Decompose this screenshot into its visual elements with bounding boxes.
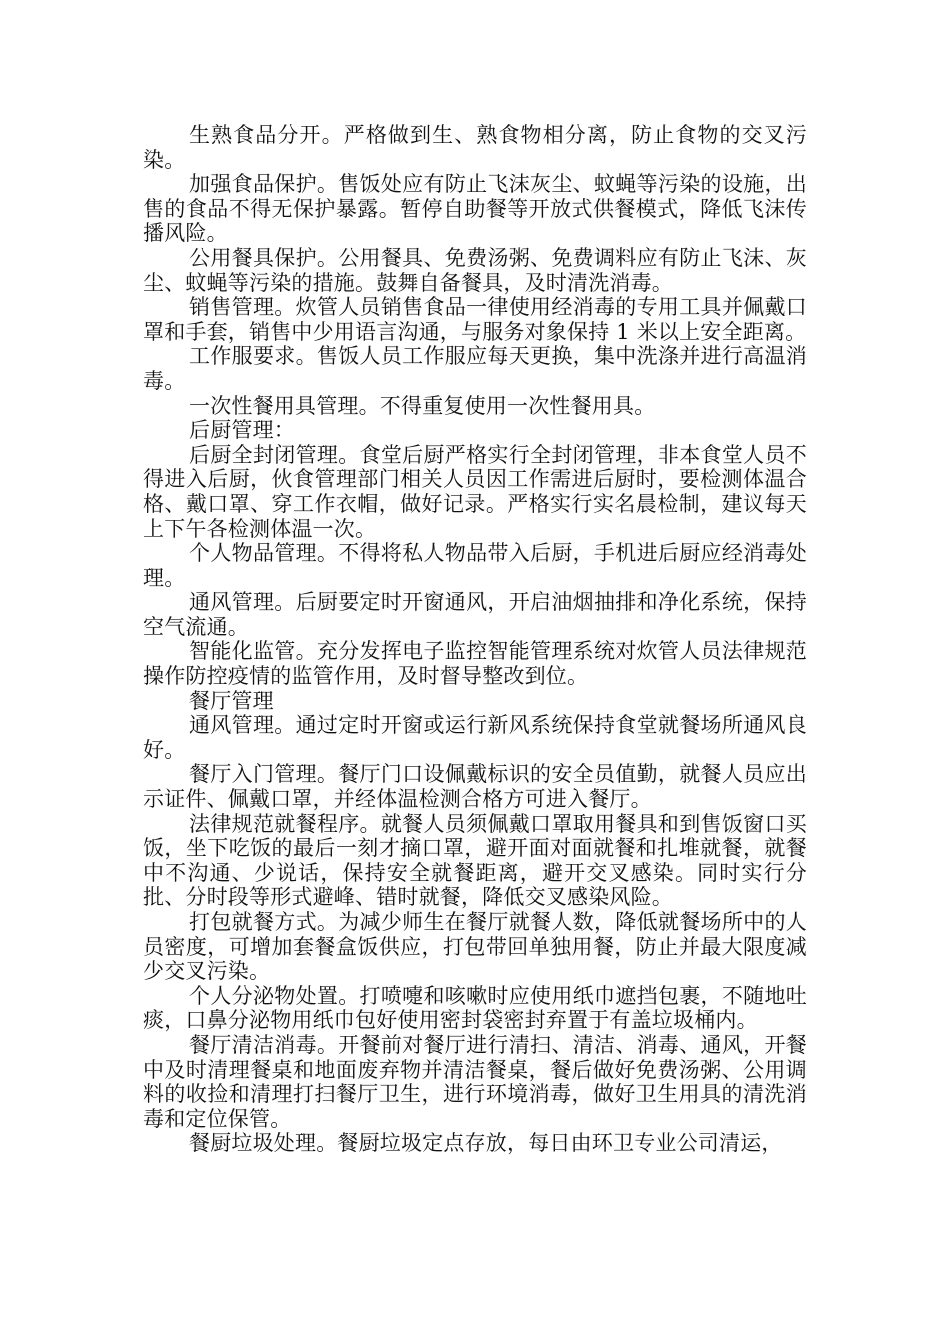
paragraph-kitchen-waste: 餐厨垃圾处理。餐厨垃圾定点存放，每日由环卫专业公司清运，: [189, 1131, 783, 1156]
document-body: [143, 123, 807, 1156]
paragraph-smart-monitoring: 智能化监管。充分发挥电子监控智能管理系统对炊管人员法律规范操作防控疫情的监管作用，及时督导整改到位。: [143, 639, 807, 689]
paragraph-work-clothes: 工作服要求。售饭人员工作服应每天更换，集中洗涤并进行高温消毒。: [143, 344, 807, 393]
paragraph-dining-ventilation: 通风管理。通过定时开窗或运行新风系统保持食堂就餐场所通风良好。: [143, 713, 807, 762]
section-heading-dining-hall: 餐厅管理: [189, 688, 274, 713]
paragraph-disposable-tableware: 一次性餐用具管理。不得重复使用一次性餐用具。: [189, 393, 656, 418]
paragraph-public-tableware-protection: 公用餐具保护。公用餐具、免费汤粥、免费调料应有防止飞沫、灰尘、蚊蝇等污染的措施。鼓舞自备餐具，及时清洗消毒。: [143, 245, 807, 295]
paragraph-raw-cooked-separation: 生熟食品分开。严格做到生、熟食物相分离，防止食物的交叉污染。: [143, 123, 807, 172]
paragraph-secretion-disposal: 个人分泌物处置。打喷嚏和咳嗽时应使用纸巾遮挡包裹，不随地吐痰，口鼻分泌物用纸巾包好使用密封袋密封弃置于有盖垃圾桶内。: [143, 983, 807, 1033]
section-heading-kitchen: 后厨管理：: [189, 418, 295, 443]
paragraph-cleaning-disinfection: 餐厅清洁消毒。开餐前对餐厅进行清扫、清洁、消毒、通风，开餐中及时清理餐桌和地面废弃物并清洁餐桌，餐后做好免费汤粥、公用调料的收捡和清理打扫餐厅卫生，进行环境消毒，做好卫生用具的清洗消毒和定位保管。: [143, 1032, 807, 1131]
paragraph-entry-management: 餐厅入门管理。餐厅门口设佩戴标识的安全员值勤，就餐人员应出示证件、佩戴口罩，并经体温检测合格方可进入餐厅。: [143, 762, 807, 812]
paragraph-dining-procedure: 法律规范就餐程序。就餐人员须佩戴口罩取用餐具和到售饭窗口买饭，坐下吃饭的最后一刻才摘口罩，避开面对面就餐和扎堆就餐，就餐中不沟通、少说话，保持安全就餐距离，避开交叉感染。同时实行分批、分时段等形式避峰、错时就餐，降低交叉感染风险。: [143, 811, 807, 910]
paragraph-kitchen-closed-management: 后厨全封闭管理。食堂后厨严格实行全封闭管理，非本食堂人员不得进入后厨，伙食管理部门相关人员因工作需进后厨时，要检测体温合格、戴口罩、穿工作衣帽，做好记录。严格实行实名晨检制，建议每天上下午各检测体温一次。: [143, 442, 807, 541]
paragraph-sales-management: 销售管理。炊管人员销售食品一律使用经消毒的专用工具并佩戴口罩和手套，销售中少用语言沟通，与服务对象保持 1 米以上安全距离。: [143, 295, 807, 344]
paragraph-personal-items: 个人物品管理。不得将私人物品带入后厨，手机进后厨应经消毒处理。: [143, 541, 807, 590]
paragraph-food-protection: 加强食品保护。售饭处应有防止飞沫灰尘、蚊蝇等污染的设施，出售的食品不得无保护暴露。暂停自助餐等开放式供餐模式，降低飞沫传播风险。: [143, 172, 807, 246]
paragraph-takeaway-dining: 打包就餐方式。为减少师生在餐厅就餐人数，降低就餐场所中的人员密度，可增加套餐盒饭供应，打包带回单独用餐，防止并最大限度减少交叉污染。: [143, 910, 807, 984]
paragraph-kitchen-ventilation: 通风管理。后厨要定时开窗通风，开启油烟抽排和净化系统，保持空气流通。: [143, 590, 807, 639]
